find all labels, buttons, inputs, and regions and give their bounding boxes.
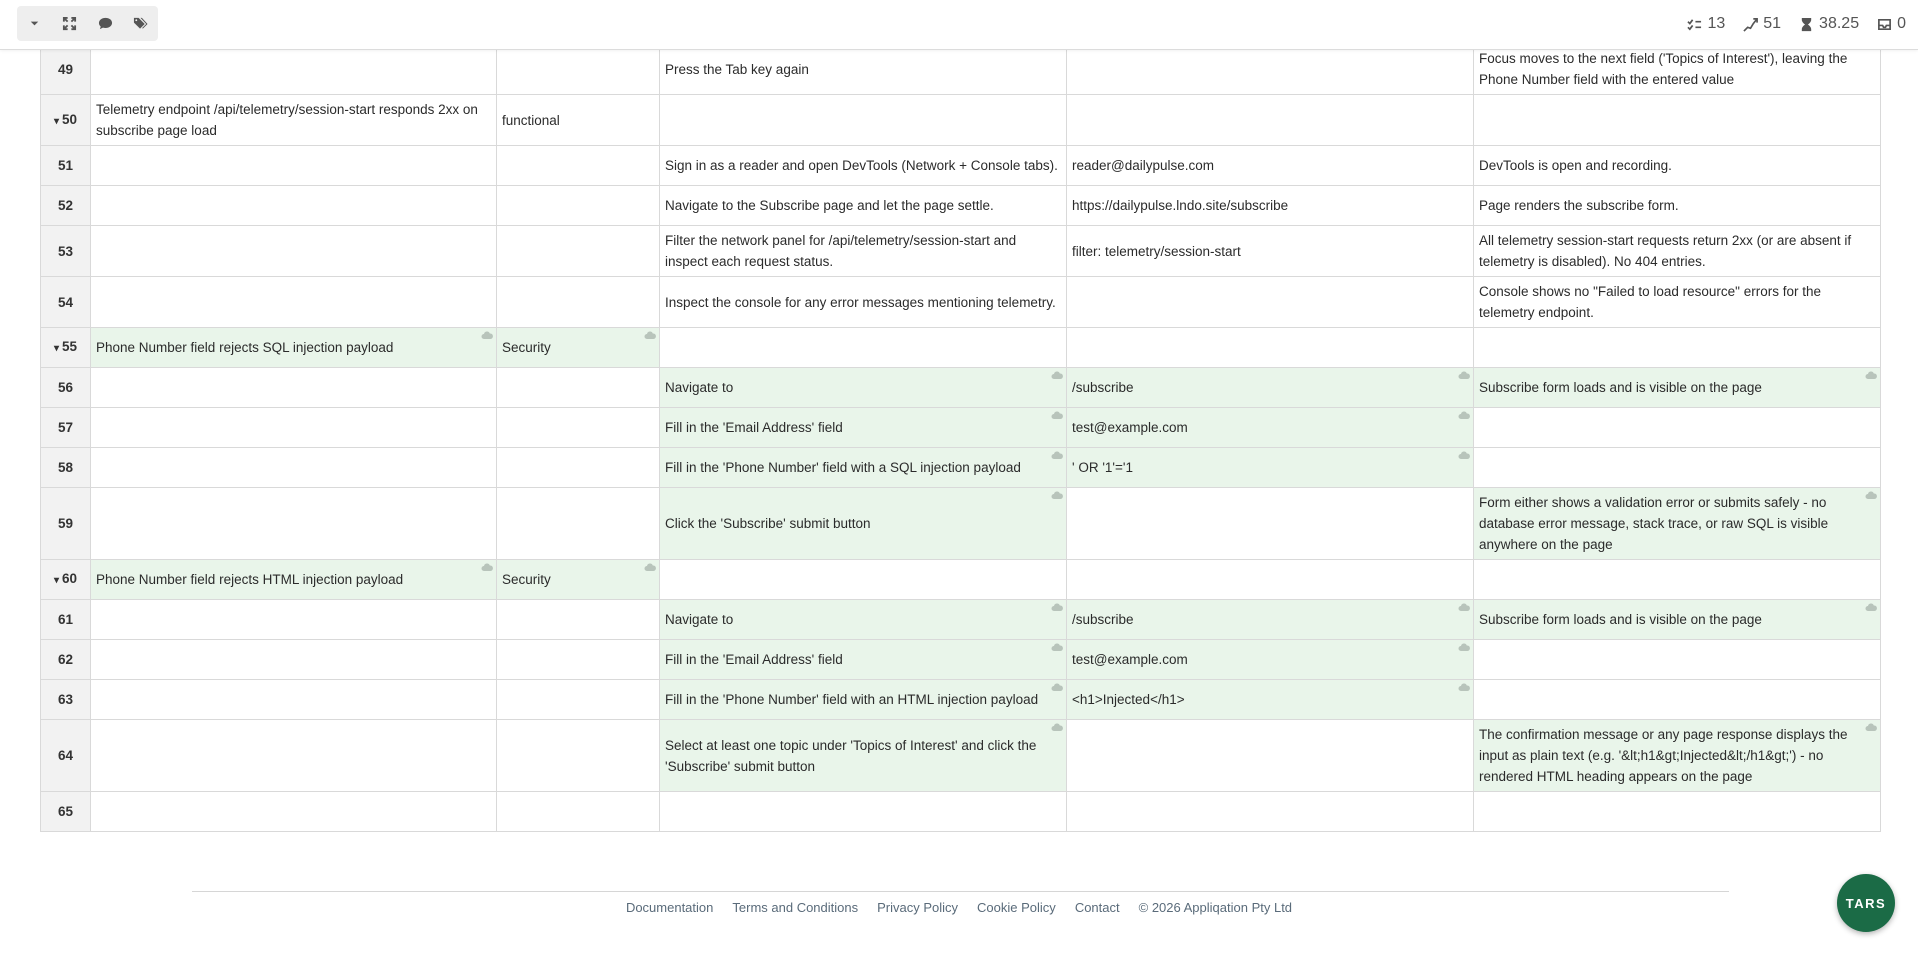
test-data-cell-text: ' OR '1'='1 [1072, 460, 1133, 475]
title-cell[interactable] [91, 600, 497, 640]
cloud-icon [1051, 683, 1063, 692]
footer [0, 899, 1918, 917]
type-cell[interactable] [497, 680, 660, 720]
test-data-cell[interactable] [1067, 792, 1474, 832]
row-number: 65 [57, 804, 74, 819]
row-number: 61 [57, 612, 74, 627]
collapse-caret-icon[interactable]: ▾ [53, 115, 59, 127]
check-list-icon [1687, 17, 1702, 32]
action-cell[interactable] [660, 488, 1067, 560]
title-cell-text: Telemetry endpoint /api/telemetry/session-start responds 2xx on subscribe page load [96, 102, 478, 138]
type-cell[interactable] [497, 792, 660, 832]
inbox-count: 0 [1897, 15, 1906, 32]
type-cell[interactable] [497, 95, 660, 146]
title-cell[interactable] [91, 44, 497, 95]
type-cell-text: functional [502, 112, 560, 128]
type-cell[interactable] [497, 146, 660, 186]
row-number-cell[interactable] [41, 640, 91, 680]
row-number: 56 [57, 380, 74, 395]
action-cell[interactable] [660, 600, 1067, 640]
row-number-cell[interactable] [41, 328, 91, 368]
expected-result-cell-text: Subscribe form loads and is visible on the page [1479, 612, 1762, 627]
test-data-cell-text: https://dailypulse.lndo.site/subscribe [1072, 198, 1289, 213]
expected-result-cell[interactable] [1474, 277, 1881, 328]
expected-result-cell[interactable] [1474, 226, 1881, 277]
row-number-cell[interactable] [41, 146, 91, 186]
expected-result-cell[interactable] [1474, 368, 1881, 408]
test-data-cell[interactable] [1067, 368, 1474, 408]
cloud-icon [1051, 491, 1063, 500]
type-cell[interactable] [497, 600, 660, 640]
test-data-cell[interactable] [1067, 488, 1474, 560]
row-number: 62 [57, 652, 74, 667]
cloud-icon [481, 331, 493, 340]
test-step-row[interactable] [41, 448, 1881, 488]
action-cell-text: Fill in the 'Phone Number' field with a SQL injection payload [665, 460, 1021, 475]
title-cell[interactable] [91, 720, 497, 792]
expected-result-cell-text: Console shows no "Failed to load resource" errors for the telemetry endpoint. [1479, 284, 1822, 320]
action-cell[interactable] [660, 328, 1067, 368]
title-cell[interactable] [91, 448, 497, 488]
action-cell-text: Sign in as a reader and open DevTools (Network + Console tabs). [665, 158, 1058, 173]
title-cell[interactable] [91, 226, 497, 277]
test-data-cell[interactable] [1067, 720, 1474, 792]
action-cell[interactable] [660, 226, 1067, 277]
action-cell[interactable] [660, 448, 1067, 488]
cloud-icon [1458, 603, 1470, 612]
test-data-cell[interactable] [1067, 95, 1474, 146]
test-data-cell[interactable] [1067, 600, 1474, 640]
row-number: 51 [57, 158, 74, 173]
row-number-cell[interactable] [41, 560, 91, 600]
expected-result-cell[interactable] [1474, 186, 1881, 226]
inbox-stat [1877, 15, 1906, 33]
test-case-grid [40, 43, 1881, 832]
title-cell[interactable] [91, 146, 497, 186]
test-step-row[interactable] [41, 640, 1881, 680]
collapse-button[interactable] [17, 6, 52, 41]
title-cell[interactable] [91, 368, 497, 408]
hours-value: 38.25 [1819, 15, 1860, 32]
expected-result-cell[interactable] [1474, 328, 1881, 368]
expected-result-cell[interactable] [1474, 448, 1881, 488]
cloud-icon [1458, 411, 1470, 420]
test-data-cell[interactable] [1067, 408, 1474, 448]
type-cell-text: Security [502, 572, 551, 587]
collapse-caret-icon[interactable]: ▾ [53, 575, 59, 586]
expected-result-cell-text: Focus moves to the next field ('Topics of Interest'), leaving the Phone Number field with the entered value [1479, 51, 1848, 87]
footer-link-privacy[interactable]: Privacy Policy [877, 900, 959, 915]
type-cell[interactable] [497, 560, 660, 600]
expected-result-cell[interactable] [1474, 146, 1881, 186]
passed-stat [1687, 15, 1725, 33]
cloud-icon [644, 563, 656, 572]
cloud-icon [1865, 723, 1877, 732]
footer-link-contact[interactable]: Contact [1074, 900, 1120, 915]
test-data-cell[interactable] [1067, 448, 1474, 488]
test-data-cell[interactable] [1067, 44, 1474, 95]
row-number: 64 [57, 748, 74, 763]
title-cell[interactable] [91, 560, 497, 600]
test-data-cell-text: /subscribe [1072, 612, 1134, 627]
title-cell[interactable] [91, 277, 497, 328]
title-cell[interactable] [91, 680, 497, 720]
row-number-cell[interactable] [41, 680, 91, 720]
type-cell[interactable] [497, 277, 660, 328]
test-data-cell-text: test@example.com [1072, 652, 1188, 667]
cloud-icon [1051, 603, 1063, 612]
action-cell-text: Navigate to the Subscribe page and let the page settle. [665, 198, 994, 213]
test-step-row[interactable] [41, 368, 1881, 408]
test-step-row[interactable] [41, 277, 1881, 328]
title-cell-text: Phone Number field rejects HTML injection payload [96, 572, 404, 587]
expected-result-cell-text: Subscribe form loads and is visible on the page [1479, 380, 1762, 395]
row-number: 53 [57, 243, 74, 259]
type-cell[interactable] [497, 44, 660, 95]
test-step-row[interactable] [41, 680, 1881, 720]
collapse-caret-icon[interactable]: ▾ [53, 343, 59, 354]
row-number: 52 [57, 198, 74, 213]
row-number-cell[interactable] [41, 95, 91, 146]
hourglass-icon [1799, 17, 1814, 32]
expected-result-cell[interactable] [1474, 600, 1881, 640]
tags-icon [133, 16, 148, 31]
row-number: 54 [57, 294, 74, 310]
test-data-cell[interactable] [1067, 560, 1474, 600]
row-number-cell[interactable] [41, 600, 91, 640]
test-data-cell-text: /subscribe [1072, 380, 1134, 395]
action-cell[interactable] [660, 146, 1067, 186]
type-cell[interactable] [497, 488, 660, 560]
test-data-cell[interactable] [1067, 186, 1474, 226]
type-cell-text: Security [502, 340, 551, 355]
title-cell-text: Phone Number field rejects SQL injection payload [96, 340, 394, 355]
action-cell[interactable] [660, 186, 1067, 226]
action-cell-text: Navigate to [665, 380, 734, 395]
steps-count: 51 [1763, 15, 1782, 32]
action-cell[interactable] [660, 44, 1067, 95]
action-cell-text: Fill in the 'Email Address' field [665, 420, 843, 435]
test-step-row[interactable] [41, 792, 1881, 832]
action-cell-text: Fill in the 'Email Address' field [665, 652, 843, 667]
row-number-cell[interactable] [41, 720, 91, 792]
cloud-icon [1458, 643, 1470, 652]
row-number-cell[interactable] [41, 226, 91, 277]
cloud-icon [1865, 603, 1877, 612]
test-data-cell[interactable] [1067, 680, 1474, 720]
test-data-cell-text: filter: telemetry/session-start [1072, 243, 1241, 259]
action-cell-text: Select at least one topic under 'Topics of Interest' and click the 'Subscribe' submit button [665, 737, 1037, 774]
action-cell[interactable] [660, 408, 1067, 448]
action-cell-text: Press the Tab key again [665, 61, 809, 77]
cloud-icon [1458, 451, 1470, 460]
footer-link-cookie[interactable]: Cookie Policy [977, 900, 1056, 915]
test-step-row[interactable] [41, 226, 1881, 277]
type-cell[interactable] [497, 640, 660, 680]
test-step-row[interactable] [41, 600, 1881, 640]
expand-button[interactable] [52, 6, 87, 41]
action-cell-text: Inspect the console for any error messages mentioning telemetry. [665, 294, 1056, 310]
row-number-cell[interactable] [41, 792, 91, 832]
expected-result-cell-text: All telemetry session-start requests return 2xx (or are absent if telemetry is disabled). No 404 entries. [1479, 233, 1852, 269]
test-case-row[interactable] [41, 328, 1881, 368]
test-data-cell-text: reader@dailypulse.com [1072, 158, 1215, 173]
action-cell[interactable] [660, 640, 1067, 680]
action-cell[interactable] [660, 792, 1067, 832]
title-cell[interactable] [91, 186, 497, 226]
title-cell[interactable] [91, 95, 497, 146]
action-cell[interactable] [660, 368, 1067, 408]
action-cell-text: Fill in the 'Phone Number' field with an HTML injection payload [665, 692, 1039, 707]
row-number: 55 [62, 339, 78, 354]
title-cell[interactable] [91, 792, 497, 832]
expected-result-cell[interactable] [1474, 488, 1881, 560]
test-data-cell-text: test@example.com [1072, 420, 1188, 435]
passed-count: 13 [1707, 15, 1726, 32]
chevron-down-icon [27, 16, 42, 31]
title-cell[interactable] [91, 328, 497, 368]
row-number-cell[interactable] [41, 368, 91, 408]
row-number: 63 [57, 692, 74, 707]
cloud-icon [481, 563, 493, 572]
expand-icon [62, 16, 77, 31]
footer-link-documentation[interactable]: Documentation [625, 900, 714, 915]
title-cell[interactable] [91, 488, 497, 560]
type-cell[interactable] [497, 408, 660, 448]
test-data-cell[interactable] [1067, 328, 1474, 368]
expected-result-cell[interactable] [1474, 680, 1881, 720]
tars-assistant-button[interactable]: TARS [1837, 874, 1895, 932]
test-step-row[interactable] [41, 44, 1881, 95]
copyright: © 2026 Appliqation Pty Ltd [1138, 900, 1293, 915]
cloud-icon [1051, 643, 1063, 652]
test-case-row[interactable] [41, 560, 1881, 600]
row-number-cell[interactable] [41, 408, 91, 448]
cloud-icon [1051, 371, 1063, 380]
row-number: 59 [57, 516, 74, 531]
expected-result-cell[interactable] [1474, 560, 1881, 600]
toolbar-button-group [17, 6, 158, 41]
row-number: 58 [57, 460, 74, 475]
type-cell[interactable] [497, 328, 660, 368]
test-step-row[interactable] [41, 720, 1881, 792]
expected-result-cell-text: The confirmation message or any page response displays the input as plain text (e.g. '&lt;h1&gt;Injected&lt;/h1&gt;') - no rendered HTML heading appears on the page [1479, 727, 1848, 784]
row-number-cell[interactable] [41, 488, 91, 560]
expected-result-cell[interactable] [1474, 408, 1881, 448]
action-cell-text: Click the 'Subscribe' submit button [665, 516, 871, 531]
action-cell[interactable] [660, 277, 1067, 328]
cloud-icon [1458, 371, 1470, 380]
expected-result-cell[interactable] [1474, 44, 1881, 95]
cloud-icon [1865, 371, 1877, 380]
test-data-cell[interactable] [1067, 226, 1474, 277]
expected-result-cell[interactable] [1474, 720, 1881, 792]
type-cell[interactable] [497, 186, 660, 226]
comment-icon [98, 16, 113, 31]
row-number: 49 [57, 61, 74, 77]
row-number: 50 [62, 111, 78, 127]
row-number: 57 [57, 420, 74, 435]
action-cell[interactable] [660, 95, 1067, 146]
cloud-icon [1458, 683, 1470, 692]
test-data-cell[interactable] [1067, 146, 1474, 186]
steps-stat [1743, 15, 1781, 33]
test-case-row[interactable] [41, 95, 1881, 146]
type-cell[interactable] [497, 368, 660, 408]
stats-bar [1687, 13, 1906, 35]
hours-stat [1799, 15, 1859, 33]
expected-result-cell-text: Form either shows a validation error or submits safely - no database error message, stack trace, or raw SQL is visible anywhere on the page [1479, 495, 1829, 552]
test-step-row[interactable] [41, 186, 1881, 226]
title-cell[interactable] [91, 640, 497, 680]
cloud-icon [1051, 411, 1063, 420]
expected-result-cell-text: Page renders the subscribe form. [1479, 198, 1679, 213]
row-number-cell[interactable] [41, 448, 91, 488]
test-step-row[interactable] [41, 146, 1881, 186]
test-data-cell-text: <h1>Injected</h1> [1072, 692, 1185, 707]
test-data-cell[interactable] [1067, 277, 1474, 328]
test-step-row[interactable] [41, 488, 1881, 560]
action-cell-text: Navigate to [665, 612, 734, 627]
action-cell[interactable] [660, 560, 1067, 600]
title-cell[interactable] [91, 408, 497, 448]
row-number-cell[interactable] [41, 186, 91, 226]
cloud-icon [1051, 451, 1063, 460]
top-toolbar [0, 0, 1918, 50]
test-data-cell[interactable] [1067, 640, 1474, 680]
row-number-cell[interactable] [41, 277, 91, 328]
footer-link-terms[interactable]: Terms and Conditions [732, 900, 859, 915]
expected-result-cell-text: DevTools is open and recording. [1479, 158, 1672, 173]
row-number-cell[interactable] [41, 44, 91, 95]
expected-result-cell[interactable] [1474, 792, 1881, 832]
action-cell[interactable] [660, 720, 1067, 792]
expected-result-cell[interactable] [1474, 640, 1881, 680]
inbox-icon [1877, 17, 1892, 32]
cloud-icon [644, 331, 656, 340]
expected-result-cell[interactable] [1474, 95, 1881, 146]
steps-icon [1743, 17, 1758, 32]
row-number: 60 [62, 571, 78, 586]
action-cell-text: Filter the network panel for /api/telemetry/session-start and inspect each request status. [665, 233, 1017, 269]
cloud-icon [1865, 491, 1877, 500]
cloud-icon [1051, 723, 1063, 732]
type-cell[interactable] [497, 720, 660, 792]
type-cell[interactable] [497, 226, 660, 277]
type-cell[interactable] [497, 448, 660, 488]
test-step-row[interactable] [41, 408, 1881, 448]
tags-button[interactable] [123, 6, 158, 41]
action-cell[interactable] [660, 680, 1067, 720]
footer-divider [192, 891, 1729, 892]
comments-button[interactable] [88, 6, 123, 41]
